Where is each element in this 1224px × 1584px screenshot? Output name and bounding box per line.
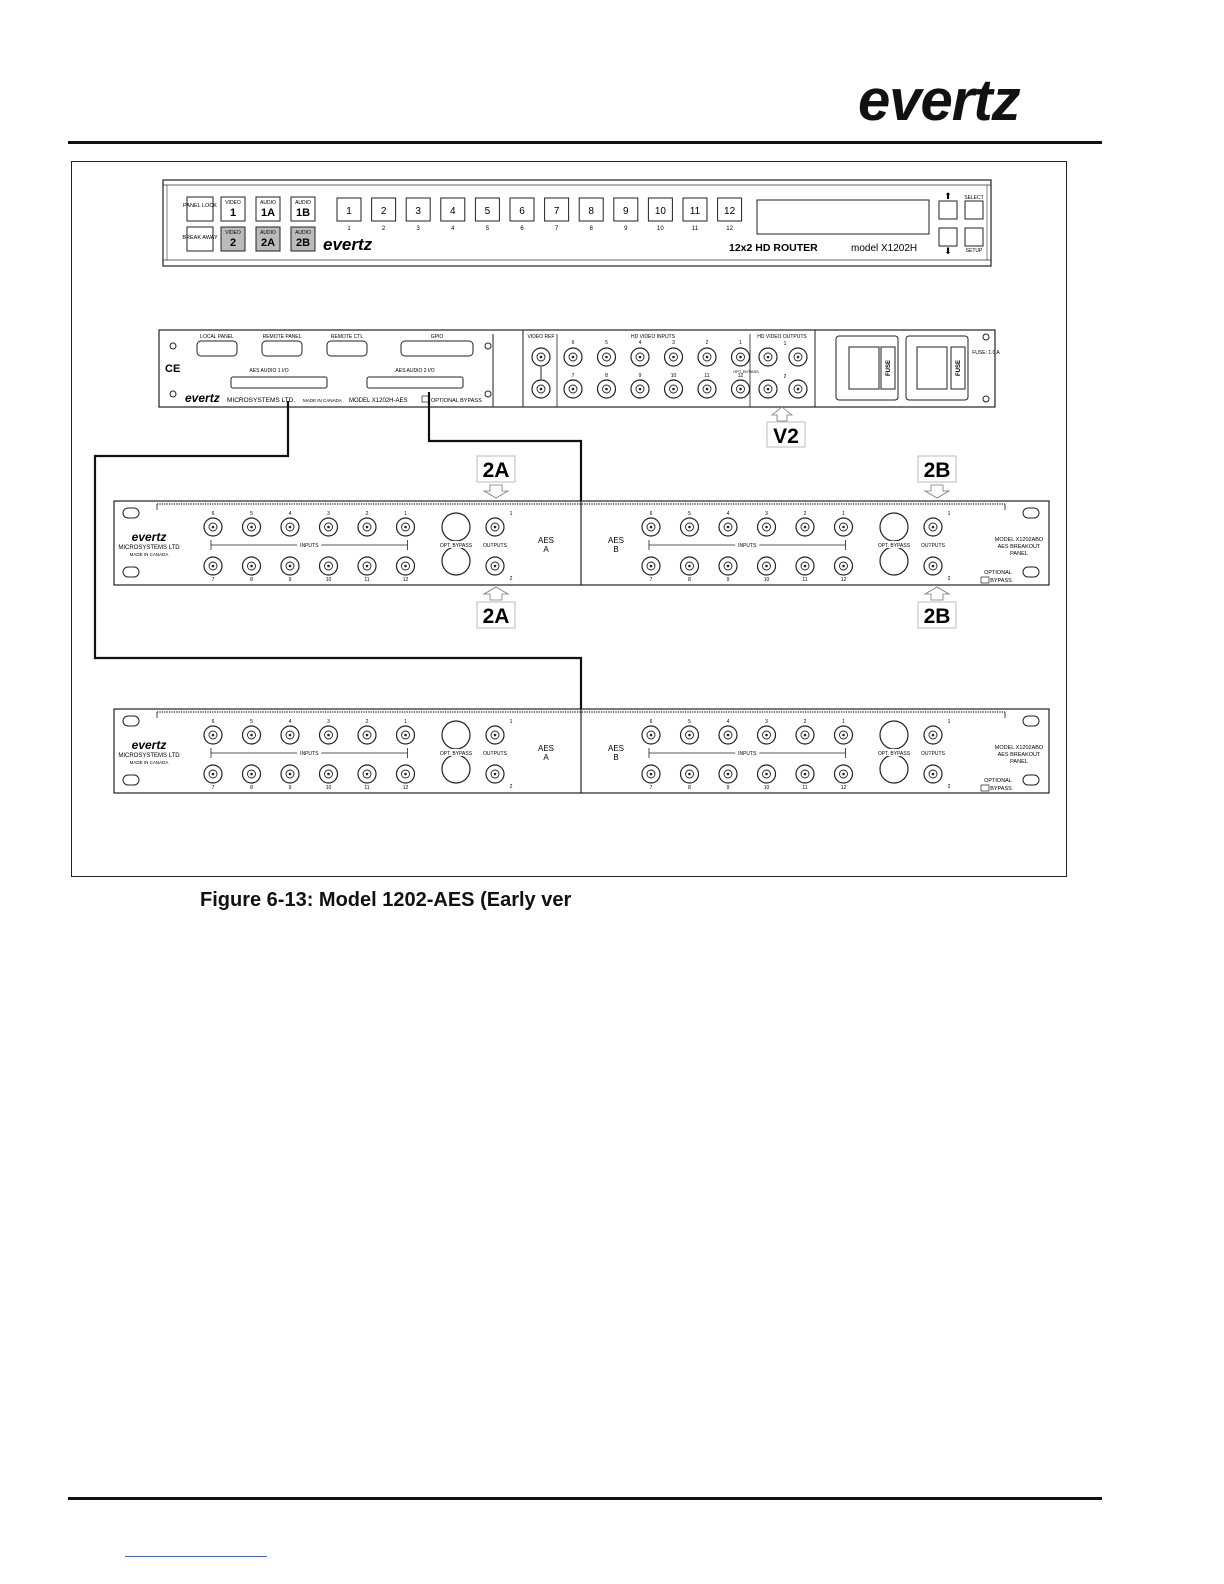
aes-input-bnc [358,557,376,575]
outputs-label: OUTPUTS [483,543,507,549]
input-number: 7 [571,373,575,379]
aes-input-bnc [758,518,776,536]
bypass-knockout [880,513,908,541]
hd-input-bnc [564,348,582,366]
aes-input-bnc [642,765,660,783]
source-number: 3 [416,226,420,232]
front-evertz-logo: evertz [323,235,373,254]
breakout-evertz-logo: evertz [131,530,167,544]
output-number: 1 [947,511,951,517]
output-number: 2 [783,374,787,380]
aes-output-bnc [486,726,504,744]
router-connection-diagram [72,162,1066,876]
breakout-evertz-logo: evertz [131,738,167,752]
svg-text:AUDIO: AUDIO [295,200,311,206]
input-number: 3 [327,511,330,517]
breakout-made-in: MADE IN CANADA [129,760,169,765]
input-number: 6 [571,340,575,346]
panel-lock-label: PANEL LOCK [183,203,217,209]
input-number: 2 [803,511,807,517]
breakout-model: AES BREAKOUT [997,752,1041,758]
svg-text:AUDIO: AUDIO [260,200,276,206]
input-number: 4 [726,719,730,725]
router-front-panel [163,180,991,266]
input-number: 11 [364,577,370,583]
rear-optional-bypass: OPTIONAL BYPASS [431,398,482,404]
video-ref-bnc-top [532,348,550,366]
opt-bypass-label: OPT. BYPASS [439,751,473,757]
input-number: 3 [765,511,768,517]
aes-input-bnc [835,557,853,575]
output-number: 2 [947,576,951,582]
rear-evertz-logo: evertz [185,391,220,405]
fuse-rating: FUSE: 1.0 A [972,350,1000,356]
aes-input-bnc [204,765,222,783]
gpio-label: GPIO [430,334,444,340]
input-number: 5 [688,511,691,517]
breakout-model: MODEL X1202ABO [994,745,1044,751]
breakout-model: PANEL [1010,759,1028,765]
input-number: 9 [288,785,292,791]
aes-label: B [613,753,619,762]
aes-input-bnc [243,557,261,575]
hd-input-bnc [564,380,582,398]
input-number: 5 [688,719,691,725]
source-number: 9 [624,226,628,232]
local-panel-label: LOCAL PANEL [200,334,234,340]
input-number: 8 [250,785,253,791]
cable-aes-audio-2 [429,392,581,501]
input-number: 3 [765,719,768,725]
output-number: 1 [509,719,513,725]
aes-input-bnc [243,726,261,744]
aes-input-bnc [835,765,853,783]
output-number: 1 [509,511,513,517]
aes-input-bnc [681,518,699,536]
output-number: 1 [783,341,787,347]
aes-input-bnc [320,726,338,744]
opt-bypass-label: OPT. BYPASS [877,751,911,757]
aes-input-bnc [243,765,261,783]
bypass-knockout [880,547,908,575]
aes-input-bnc [358,765,376,783]
aes-label: AES [607,744,625,753]
router-rear-panel [159,330,1000,407]
aes-input-bnc [835,518,853,536]
aes-input-bnc [642,518,660,536]
bypass-knockout [442,513,470,541]
source-button-label: 7 [553,206,560,217]
aes-input-bnc [204,726,222,744]
hd-video-inputs-label: HD VIDEO INPUTS [631,334,675,340]
aes-input-bnc [204,557,222,575]
select-label: SELECT [964,195,984,201]
hd-output-bnc [789,380,807,398]
input-number: 1 [842,719,845,725]
input-number: 10 [763,577,770,583]
opt-bypass-label: OPT. BYPASS [877,543,911,549]
aes-input-bnc [758,765,776,783]
inputs-label: INPUTS [300,543,319,549]
svg-text:1B: 1B [295,207,311,219]
hd-input-bnc [698,380,716,398]
input-number: 12 [402,577,409,583]
input-number: 8 [605,373,608,379]
bypass-knockout [442,755,470,783]
aes-label: A [543,545,549,554]
source-number: 4 [451,226,455,232]
source-number: 5 [485,226,490,232]
aes-input-bnc [796,726,814,744]
source-number: 1 [347,226,351,232]
hd-input-bnc [698,348,716,366]
svg-text:1: 1 [229,207,237,219]
input-number: 2 [705,340,709,346]
bypass-knockout [442,721,470,749]
input-number: 1 [404,719,407,725]
figure-caption: Figure 6-13: Model 1202-AES (Early ver [200,889,572,911]
aes-input-bnc [281,765,299,783]
setup-label: SETUP [965,248,983,254]
aes-output-bnc [924,557,942,575]
aes-output-bnc [924,765,942,783]
video-ref-label: VIDEO REF [527,334,555,340]
aes-label: B [613,545,619,554]
aes-input-bnc [397,557,415,575]
source-button-label: 1 [346,206,352,217]
optional-bypass-label: OPTIONAL [984,570,1012,576]
callout-2b-bottom: 2B [923,605,951,628]
aes-output-bnc [486,518,504,536]
aes-input-bnc [397,765,415,783]
aes-input-bnc [397,518,415,536]
breakout-company: MICROSYSTEMS LTD [118,753,180,759]
input-number: 11 [802,577,808,583]
input-number: 8 [250,577,253,583]
hd-output-bnc [759,348,777,366]
svg-text:AUDIO: AUDIO [295,230,311,236]
outputs-label: OUTPUTS [921,751,945,757]
bypass-knockout [442,547,470,575]
input-number: 11 [364,785,370,791]
input-number: 7 [649,577,653,583]
svg-text:2A: 2A [260,237,276,249]
hd-input-bnc [631,348,649,366]
aes-input-bnc [796,765,814,783]
aes-input-bnc [681,557,699,575]
svg-text:VIDEO: VIDEO [225,230,241,236]
hd-video-outputs-label: HD VIDEO OUTPUTS [757,334,807,340]
opt-bypass-label: OPT. BYPASS [439,543,473,549]
input-number: 4 [288,511,292,517]
source-button-label: 11 [689,206,701,217]
breakout-made-in: MADE IN CANADA [129,552,169,557]
aes-input-bnc [796,518,814,536]
aes-output-bnc [924,518,942,536]
breakout-company: MICROSYSTEMS LTD [118,545,180,551]
input-number: 10 [670,373,677,379]
input-number: 3 [327,719,330,725]
hd-input-bnc [732,348,750,366]
source-number: 10 [657,226,664,232]
source-button-label: 9 [623,206,629,217]
input-number: 10 [325,577,332,583]
aes-input-bnc [681,765,699,783]
source-button-label: 2 [380,206,387,217]
rear-opt-bypass: OPT. BYPASS [733,369,759,374]
svg-text:VIDEO: VIDEO [225,200,241,206]
optional-bypass-label: OPTIONAL [984,778,1012,784]
aes-input-bnc [281,726,299,744]
source-button-label: 3 [415,206,421,217]
inputs-label: INPUTS [300,751,319,757]
input-number: 12 [402,785,409,791]
aes-input-bnc [320,765,338,783]
hd-input-bnc [665,348,683,366]
input-number: 6 [211,719,215,725]
output-number: 2 [509,784,513,790]
input-number: 1 [739,340,742,346]
input-number: 4 [726,511,730,517]
input-number: 12 [840,785,847,791]
input-number: 6 [649,719,653,725]
header-rule [68,141,1102,144]
input-number: 8 [688,577,691,583]
breakout-model: AES BREAKOUT [997,544,1041,550]
callout-2a-bottom: 2A [482,605,510,628]
aes-input-bnc [243,518,261,536]
source-button-label: 6 [519,206,525,217]
input-number: 4 [288,719,292,725]
aes-label: AES [537,536,555,545]
input-number: 9 [726,785,730,791]
source-number: 8 [589,226,593,232]
aes-output-bnc [486,557,504,575]
input-number: 2 [365,511,369,517]
footer-link-underline [125,1556,267,1557]
input-number: 3 [672,340,675,346]
input-number: 5 [250,719,253,725]
hd-output-bnc [789,348,807,366]
hd-input-bnc [665,380,683,398]
source-button-label: 5 [484,206,491,217]
fuse-label-1: FUSE [886,359,892,377]
aes-label: AES [537,744,555,753]
aes-input-bnc [758,726,776,744]
aes-label: AES [607,536,625,545]
input-number: 10 [763,785,770,791]
aes-input-bnc [281,557,299,575]
input-number: 1 [404,511,407,517]
aes-input-bnc [320,557,338,575]
outputs-label: OUTPUTS [483,751,507,757]
input-number: 9 [726,577,730,583]
footer-rule [68,1497,1102,1500]
video-ref-bnc-bottom [532,380,550,398]
source-button-label: 10 [654,206,666,217]
aes-input-bnc [758,557,776,575]
hd-input-bnc [631,380,649,398]
remote-panel-label: REMOTE PANEL [262,334,302,340]
aes-output-bnc [486,765,504,783]
ce-mark: CE [165,363,181,375]
output-number: 1 [947,719,951,725]
aes-output-bnc [924,726,942,744]
source-number: 12 [726,226,733,232]
aes-input-bnc [320,518,338,536]
input-number: 8 [688,785,691,791]
source-number: 6 [520,226,524,232]
source-button-label: 12 [724,206,736,217]
output-number: 2 [509,576,513,582]
callout-2b-top: 2B [923,459,951,482]
hd-input-bnc [598,348,616,366]
breakout-model: PANEL [1010,551,1028,557]
aes-input-bnc [835,726,853,744]
rear-model: MODEL X1202H-AES [349,398,408,404]
input-number: 4 [638,340,642,346]
input-number: 5 [605,340,608,346]
input-number: 12 [840,577,847,583]
hd-output-bnc [759,380,777,398]
input-number: 9 [288,577,292,583]
arrow-down-icon: ⬇ [944,246,952,256]
svg-text:2B: 2B [295,237,311,249]
aes-label: A [543,753,549,762]
aes-input-bnc [642,726,660,744]
lcd-display [757,200,929,234]
router-model: model X1202H [851,243,918,254]
figure-frame [71,161,1067,877]
aes-audio-2-label: AES AUDIO 2 I/O [395,368,435,374]
input-number: 11 [704,373,710,379]
arrow-up-icon: ⬆ [944,191,952,201]
source-number: 7 [554,226,559,232]
hd-input-bnc [598,380,616,398]
aes-input-bnc [358,518,376,536]
callout-v2: V2 [773,425,799,448]
aes-input-bnc [719,765,737,783]
input-number: 7 [211,785,215,791]
svg-text:2: 2 [229,237,237,249]
aes-input-bnc [719,557,737,575]
fuse-label-2: FUSE [956,359,962,377]
input-number: 9 [638,373,642,379]
output-number: 2 [947,784,951,790]
aes-input-bnc [281,518,299,536]
source-number: 11 [691,226,699,232]
breakout-model: MODEL X1202ABO [994,537,1044,543]
optional-bypass-label: BYPASS [990,786,1012,792]
bypass-knockout [880,721,908,749]
input-number: 2 [365,719,369,725]
input-number: 2 [803,719,807,725]
input-number: 10 [325,785,332,791]
aes-input-bnc [719,726,737,744]
aes-input-bnc [642,557,660,575]
aes-breakout-panel-1 [114,501,1049,585]
input-number: 1 [842,511,845,517]
source-button-label: 8 [588,206,594,217]
aes-input-bnc [397,726,415,744]
callout-2a-top: 2A [482,459,510,482]
router-title: 12x2 HD ROUTER [729,242,818,254]
aes-input-bnc [719,518,737,536]
outputs-label: OUTPUTS [921,543,945,549]
aes-input-bnc [204,518,222,536]
remote-ctl-label: REMOTE CTL [330,334,364,340]
aes-input-bnc [796,557,814,575]
input-number: 5 [250,511,253,517]
aes-audio-1-label: AES AUDIO 1 I/O [249,368,289,374]
svg-text:AUDIO: AUDIO [260,230,276,236]
input-number: 6 [649,511,653,517]
inputs-label: INPUTS [738,543,757,549]
source-button-label: 4 [450,206,456,217]
inputs-label: INPUTS [738,751,757,757]
evertz-logo: evertz [858,68,1020,133]
bypass-knockout [880,755,908,783]
rear-company: MICROSYSTEMS LTD. [227,397,296,404]
svg-text:1A: 1A [260,207,276,219]
break-away-label: BREAK AWAY [182,235,218,241]
aes-input-bnc [358,726,376,744]
hd-input-bnc [732,380,750,398]
input-number: 11 [802,785,808,791]
aes-breakout-panel-2 [114,709,1049,793]
input-number: 7 [649,785,653,791]
rear-made-in: MADE IN CANADA [303,398,342,403]
aes-input-bnc [681,726,699,744]
optional-bypass-label: BYPASS [990,578,1012,584]
input-number: 6 [211,511,215,517]
input-number: 7 [211,577,215,583]
input-number: 12 [737,373,744,379]
source-number: 2 [381,226,386,232]
